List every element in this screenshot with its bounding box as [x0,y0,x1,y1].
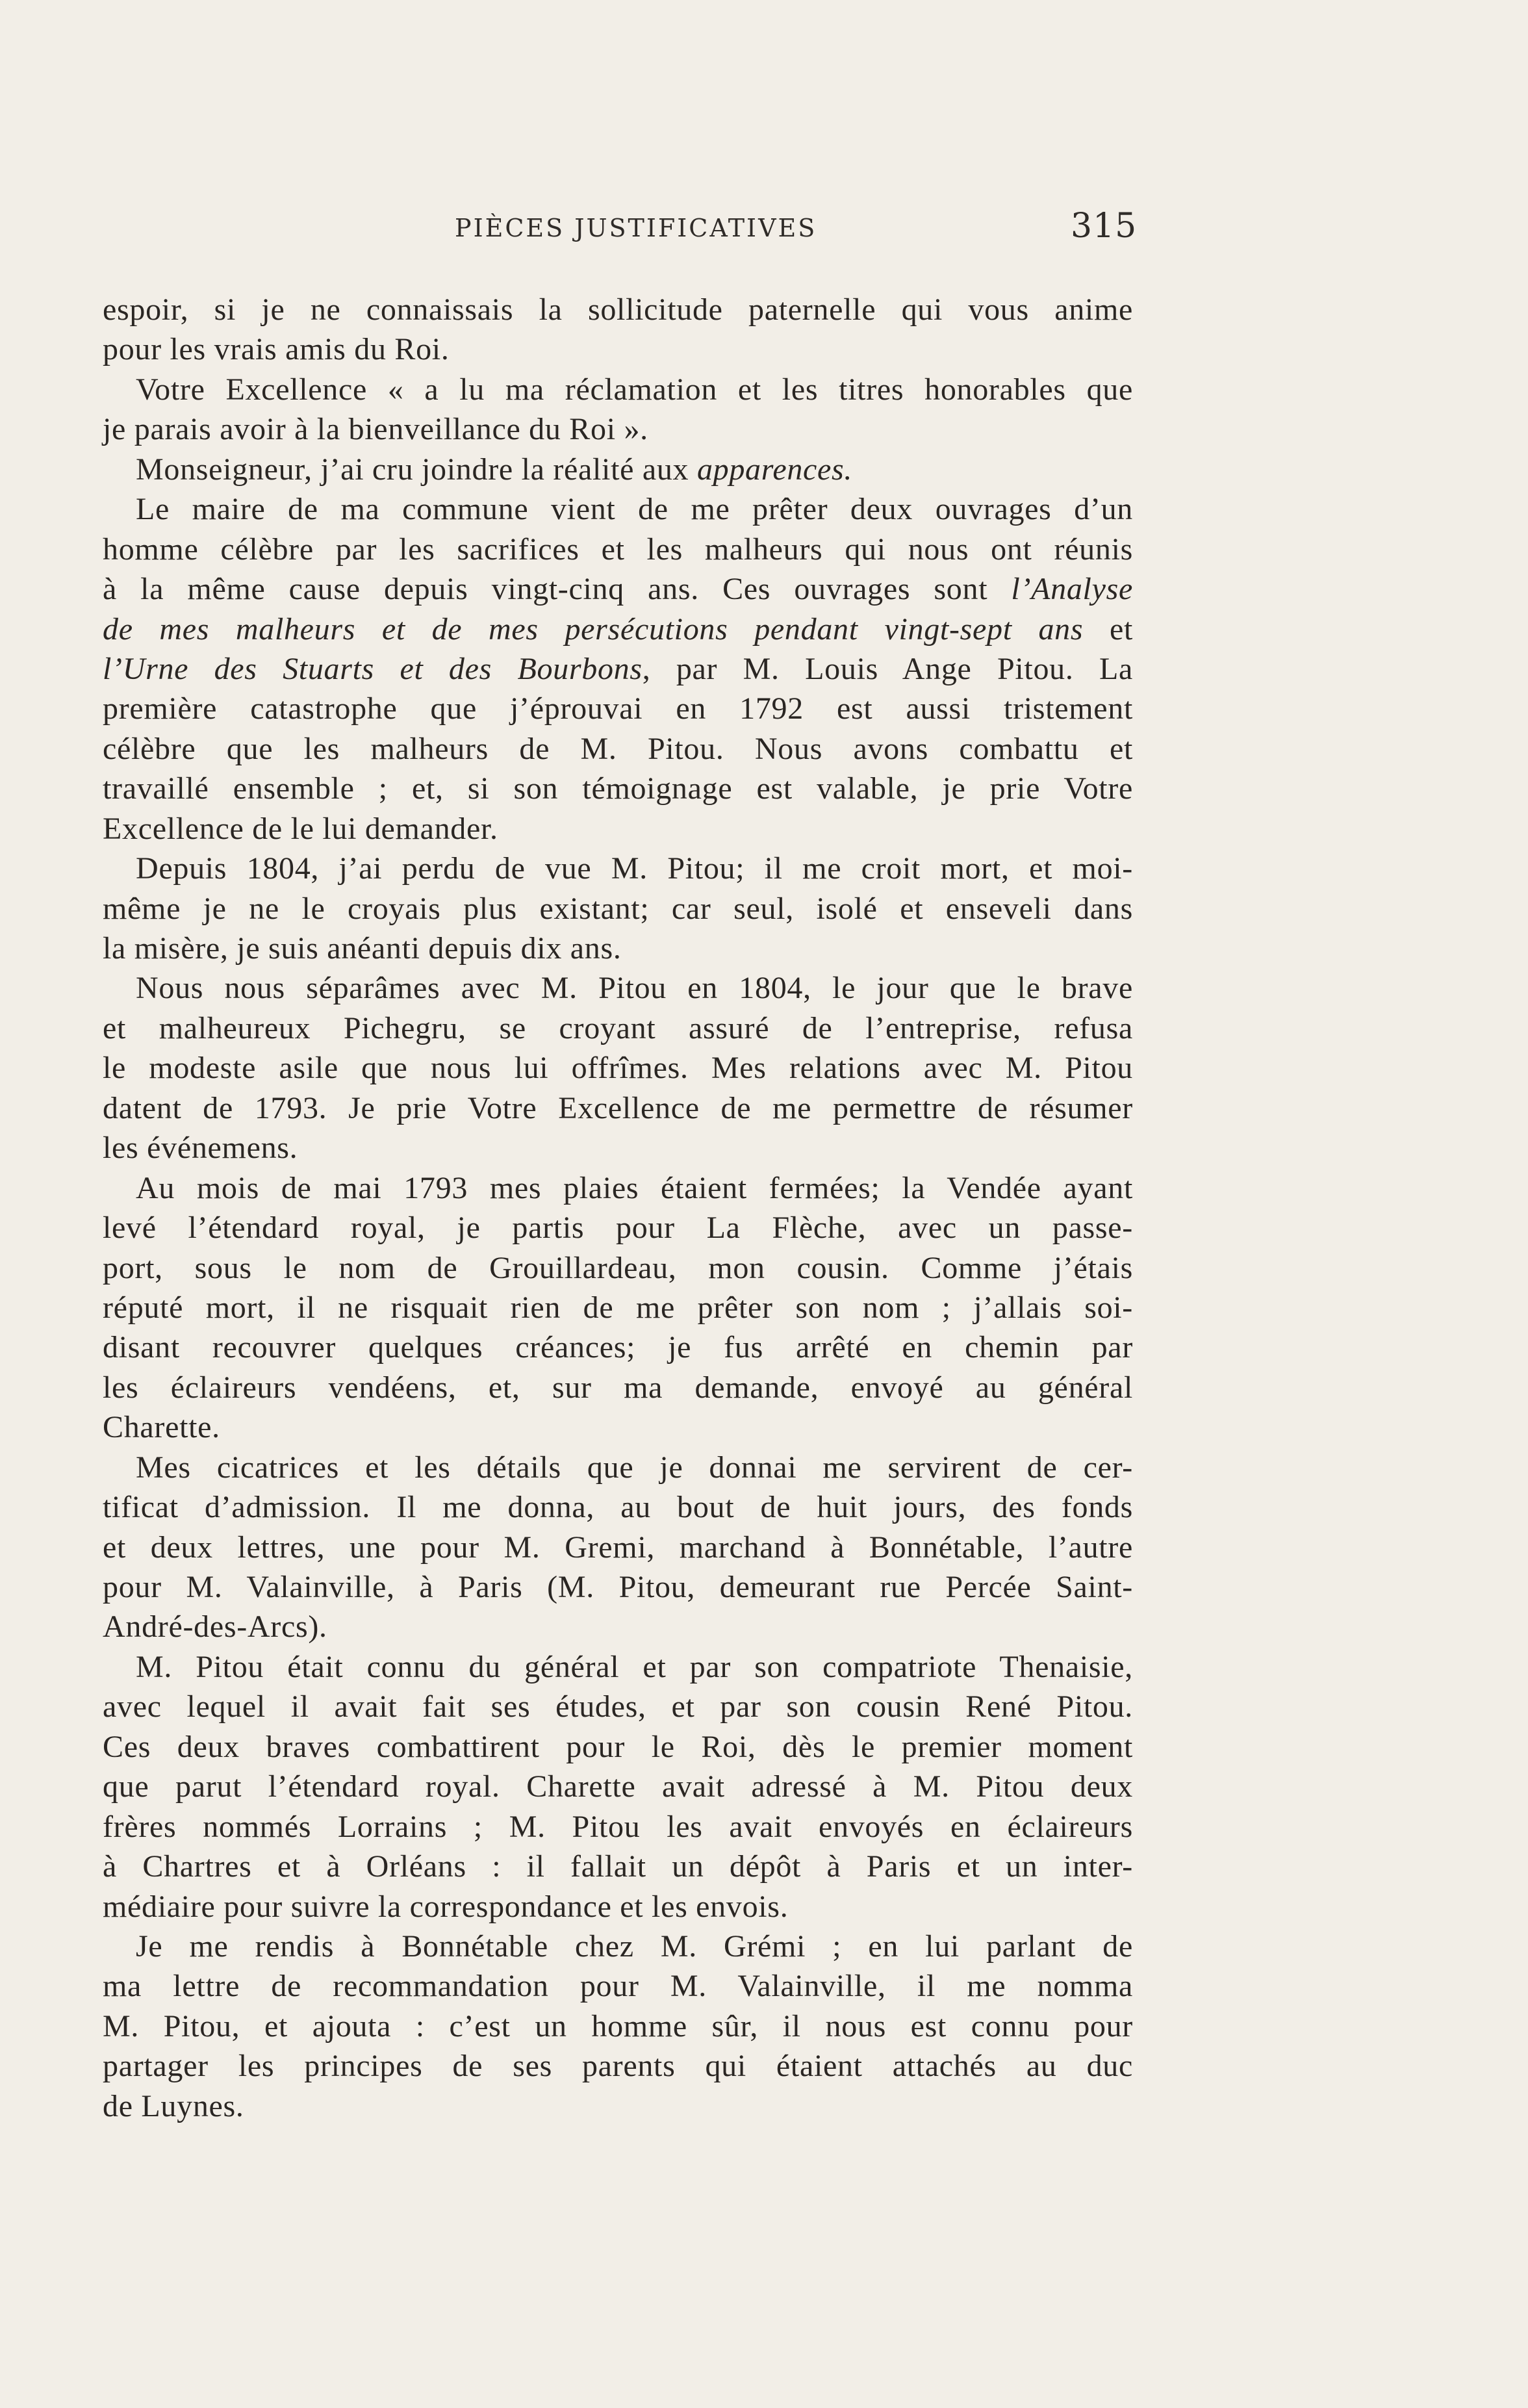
text-line [103,450,1133,489]
text-span: et [1083,611,1134,647]
text-line [103,809,1133,849]
italic-text: apparences. [696,452,853,487]
text-span: pour les vrais amis du Roi. [103,332,450,367]
italic-text: de mes malheurs et de mes persécutions pendant vingt-sept ans [103,611,1084,647]
text-span: Le maire de ma commune vient de me prêter deux ouvrages d’un [136,492,1133,527]
text-span: travaillé ensemble ; et, si son témoignage est valable, je prie Votre [103,771,1133,806]
text-span: avec lequel il avait fait ses études, et par son cousin René Pitou. [103,1689,1133,1724]
text-span: , par M. Louis Ange Pitou. La [642,651,1133,686]
text-line [103,2086,1133,2126]
text-span: et deux lettres, une pour M. Gremi, marchand à Bonnétable, l’autre [103,1530,1133,1565]
text-line [103,1208,1133,1248]
text-line [103,1288,1133,1327]
text-span: homme célèbre par les sacrifices et les malheurs qui nous ont réunis [103,532,1133,567]
text-line [103,1128,1133,1168]
text-line [103,1168,1133,1208]
text-line [103,609,1133,649]
body-text [103,290,1133,2126]
text-line [103,1368,1133,1407]
text-line [103,1847,1133,1886]
text-line [103,569,1133,609]
text-line [103,530,1133,569]
text-line [103,1767,1133,1806]
text-span: ma lettre de recommandation pour M. Valainville, il me nomma [103,1969,1133,2004]
text-line [103,968,1133,1008]
text-line [103,769,1133,808]
text-span: Mes cicatrices et les détails que je donnai me servirent de cer- [136,1450,1133,1485]
text-span: André-des-Arcs). [103,1609,327,1645]
text-line [103,1528,1133,1567]
text-line [103,929,1133,968]
text-line [103,1607,1133,1646]
text-span: Charette. [103,1410,220,1445]
text-line [103,889,1133,929]
text-span: datent de 1793. Je prie Votre Excellence de me permettre de résumer [103,1090,1133,1125]
text-line [103,2046,1133,2086]
text-line [103,1008,1133,1048]
italic-text: l’Analyse [1011,572,1133,607]
running-header: PIÈCES JUSTIFICATIVES [455,214,817,242]
text-span: Ces deux braves combattirent pour le Roi, dès le premier moment [103,1729,1133,1764]
text-span: les éclaireurs vendéens, et, sur ma demande, envoyé au général [103,1370,1133,1405]
text-span: célèbre que les malheurs de M. Pitou. Nous avons combattu et [103,731,1133,766]
text-line [103,849,1133,888]
text-line [103,1687,1133,1726]
text-line [103,1248,1133,1288]
text-line [103,290,1133,329]
text-span: espoir, si je ne connaissais la sollicitude paternelle qui vous anime [103,292,1133,327]
text-span: frères nommés Lorrains ; M. Pitou les avait envoyés en éclaireurs [103,1809,1133,1844]
text-span: tificat d’admission. Il me donna, au bout de huit jours, des fonds [103,1490,1133,1525]
page-number: 315 [1071,207,1138,246]
text-span: Je me rendis à Bonnétable chez M. Grémi ; en lui parlant de [136,1928,1133,1964]
text-span: réputé mort, il ne risquait rien de me prêter son nom ; j’allais soi- [103,1290,1133,1325]
text-line [103,329,1133,369]
text-span: la misère, je suis anéanti depuis dix ans. [103,931,622,966]
text-span: le modeste asile que nous lui offrîmes. Mes relations avec M. Pitou [103,1051,1133,1086]
text-line [103,409,1133,449]
text-line [103,1088,1133,1128]
text-span: Depuis 1804, j’ai perdu de vue M. Pitou; il me croit mort, et moi- [136,851,1133,886]
text-line [103,1407,1133,1447]
text-span: Votre Excellence « a lu ma réclamation et les titres honorables que [136,372,1133,407]
text-line [103,1966,1133,2006]
text-line [103,1327,1133,1367]
text-span: Nous nous séparâmes avec M. Pitou en 1804, le jour que le brave [136,971,1133,1006]
text-span: les événemens. [103,1131,298,1166]
text-span: première catastrophe que j’éprouvai en 1792 est aussi tristement [103,691,1133,726]
text-span: de Luynes. [103,2088,244,2123]
text-span: Excellence de le lui demander. [103,811,498,846]
text-line [103,1048,1133,1088]
text-line [103,1927,1133,1966]
text-line [103,1727,1133,1767]
text-span: que parut l’étendard royal. Charette avait adressé à M. Pitou deux [103,1769,1133,1804]
text-line [103,1807,1133,1847]
text-line [103,370,1133,409]
text-line [103,729,1133,769]
text-line [103,489,1133,529]
text-span: partager les principes de ses parents qui étaient attachés au duc [103,2049,1133,2084]
text-span: M. Pitou, et ajouta : c’est un homme sûr, il nous est connu pour [103,2008,1133,2043]
text-span: à Chartres et à Orléans : il fallait un dépôt à Paris et un inter- [103,1849,1133,1884]
italic-text: l’Urne des Stuarts et des Bourbons [103,651,643,686]
text-span: même je ne le croyais plus existant; car seul, isolé et enseveli dans [103,891,1133,926]
text-line [103,1487,1133,1527]
text-line [103,649,1133,689]
text-line [103,689,1133,728]
text-span: et malheureux Pichegru, se croyant assuré de l’entreprise, refusa [103,1010,1133,1045]
text-span: Au mois de mai 1793 mes plaies étaient fermées; la Vendée ayant [136,1170,1133,1205]
text-line [103,1887,1133,1927]
text-line [103,1567,1133,1607]
text-span: médiaire pour suivre la correspondance et les envois. [103,1889,789,1924]
text-span: disant recouvrer quelques créances; je fus arrêté en chemin par [103,1330,1133,1365]
text-span: port, sous le nom de Grouillardeau, mon cousin. Comme j’étais [103,1250,1133,1285]
text-span: levé l’étendard royal, je partis pour La Flèche, avec un passe- [103,1210,1133,1246]
text-line [103,2006,1133,2046]
text-span: pour M. Valainville, à Paris (M. Pitou, demeurant rue Percée Saint- [103,1570,1133,1604]
text-span: à la même cause depuis vingt-cinq ans. Ces ouvrages sont [103,572,1012,607]
text-span: M. Pitou était connu du général et par son compatriote Thenaisie, [136,1649,1133,1684]
text-line [103,1647,1133,1687]
text-span: Monseigneur, j’ai cru joindre la réalité aux [136,452,697,487]
text-line [103,1448,1133,1487]
text-span: je parais avoir à la bienveillance du Roi ». [103,412,648,447]
